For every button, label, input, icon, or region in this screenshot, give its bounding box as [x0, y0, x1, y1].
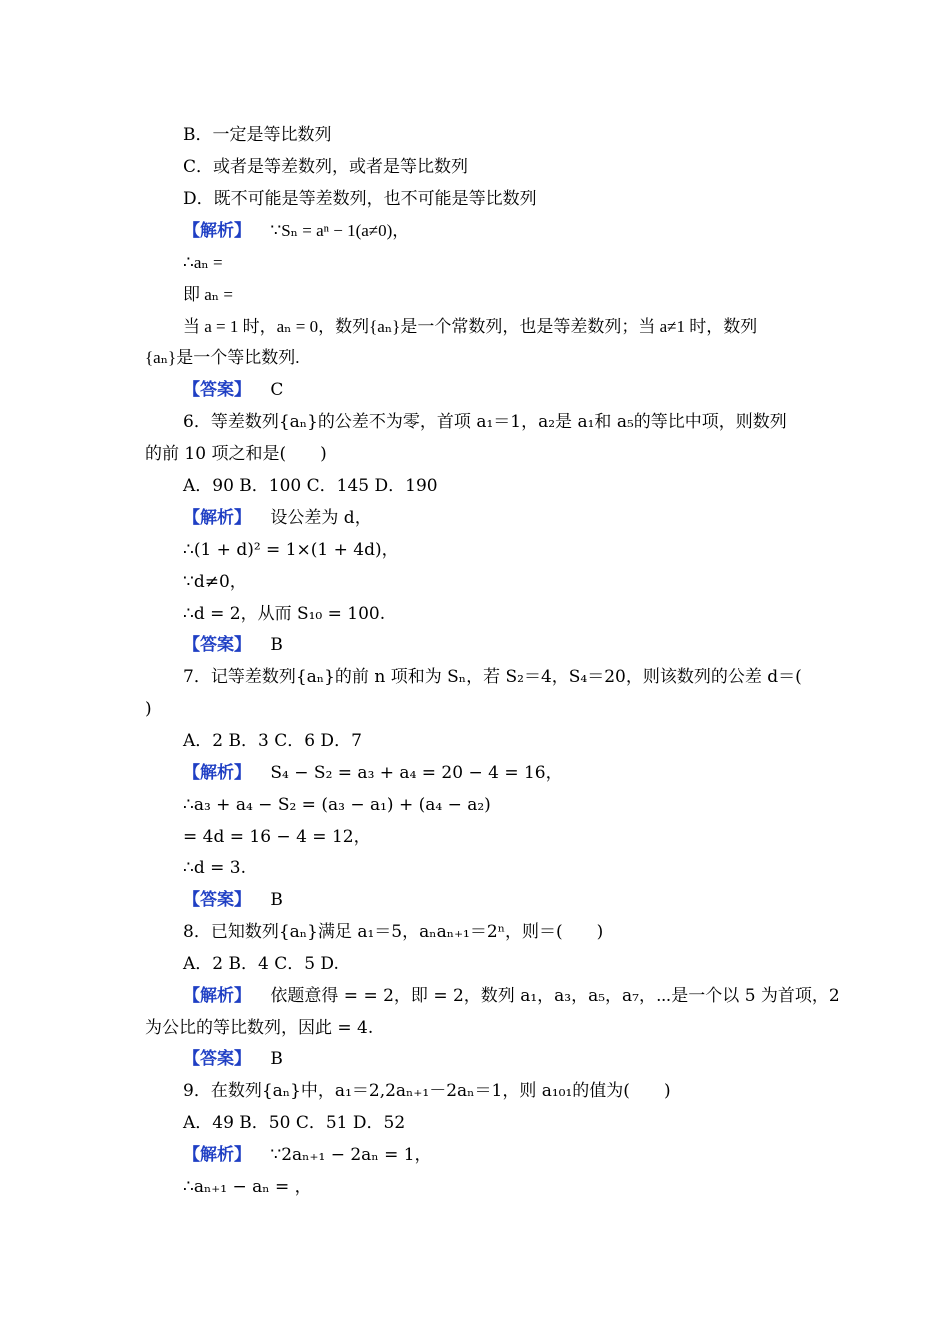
analysis-text: {aₙ}是一个等比数列. — [145, 348, 300, 367]
analysis-text: 设公差为 d， — [270, 508, 372, 528]
analysis-label: 【解析】 — [183, 1145, 251, 1165]
q9-analysis-line-2: ∴aₙ₊₁ − aₙ = ， — [183, 1177, 312, 1197]
analysis-text: 即 aₙ = — [183, 285, 233, 304]
q5-analysis-line-2 — [183, 251, 823, 275]
analysis-label: 【解析】 — [183, 763, 251, 783]
q8-answer — [183, 1047, 823, 1071]
q7-analysis-line-3: = 4d = 16 − 4 = 12， — [183, 827, 371, 847]
q6-analysis-line-3: ∵d≠0， — [183, 572, 247, 592]
q5-option-d: D．既不可能是等差数列，也不可能是等比数列 — [183, 189, 537, 209]
q7-analysis-line-4: ∴d = 3. — [183, 858, 246, 878]
q8-stem-line-1: 8．已知数列{aₙ}满足 a₁＝5，aₙaₙ₊₁＝2ⁿ，则＝( ) — [183, 922, 604, 942]
q7-analysis-line-1 — [183, 761, 823, 785]
q7-analysis-line-2: ∴a₃ + a₄ − S₂ = (a₃ − a₁) + (a₄ − a₂) — [183, 795, 491, 815]
answer-label: 【答案】 — [183, 635, 251, 655]
analysis-text: ∴aₙ = — [183, 253, 223, 272]
q5-option-c: C．或者是等差数列，或者是等比数列 — [183, 157, 469, 177]
analysis-label: 【解析】 — [183, 221, 251, 241]
q9-options: A．49 B．50 C．51 D．52 — [183, 1113, 406, 1133]
analysis-text: ∵2aₙ₊₁ − 2aₙ = 1， — [270, 1145, 432, 1165]
q6-analysis-line-1 — [183, 506, 823, 530]
analysis-label: 【解析】 — [183, 508, 251, 528]
answer-label: 【答案】 — [183, 1049, 251, 1069]
q6-analysis-line-4: ∴d = 2，从而 S₁₀ = 100. — [183, 604, 386, 624]
q9-analysis-line-1 — [183, 1143, 823, 1167]
q6-analysis-line-2: ∴(1 + d)² = 1×(1 + 4d)， — [183, 540, 399, 560]
q7-options: A．2 B．3 C．6 D．7 — [183, 731, 362, 751]
q6-stem-line-1: 6．等差数列{aₙ}的公差不为零，首项 a₁＝1，a₂是 a₁和 a₅的等比中项，则数列 — [183, 412, 787, 432]
q6-answer — [183, 633, 823, 657]
answer-value: B — [270, 1049, 283, 1069]
q5-analysis-line-4 — [183, 315, 823, 339]
q5-answer — [183, 378, 823, 402]
analysis-text: 当 a = 1 时，aₙ = 0，数列{aₙ}是一个常数列，也是等差数列；当 a≠1 时，数列 — [183, 317, 758, 336]
q5-analysis-line-3 — [183, 283, 823, 307]
analysis-text: S₄ − S₂ = a₃ + a₄ = 20 − 4 = 16， — [270, 763, 563, 783]
answer-value: B — [270, 635, 283, 655]
q8-analysis-line-1 — [183, 984, 840, 1008]
q8-options: A．2 B．4 C．5 D. — [183, 954, 339, 974]
q7-stem-line-2: ) — [145, 699, 152, 719]
q5-analysis-line-1 — [183, 219, 823, 243]
analysis-text: 依题意得 = = 2，即 = 2，数列 a₁，a₃，a₅，a₇，⋯是一个以 5 为首项，2 — [270, 986, 840, 1006]
q9-stem-line-1: 9．在数列{aₙ}中，a₁＝2,2aₙ₊₁－2aₙ＝1，则 a₁₀₁的值为( ) — [183, 1081, 671, 1101]
answer-label: 【答案】 — [183, 380, 251, 400]
q7-answer — [183, 888, 823, 912]
answer-value: B — [270, 890, 283, 910]
q6-options: A．90 B．100 C．145 D．190 — [183, 476, 438, 496]
q8-analysis-line-2: 为公比的等比数列，因此 = 4. — [145, 1018, 374, 1038]
q7-stem-line-1: 7．记等差数列{aₙ}的前 n 项和为 Sₙ，若 S₂＝4，S₄＝20，则该数列的公差 d＝( — [183, 667, 802, 687]
analysis-label: 【解析】 — [183, 986, 251, 1006]
answer-label: 【答案】 — [183, 890, 251, 910]
q6-stem-line-2: 的前 10 项之和是( ) — [145, 444, 327, 464]
q5-option-b: B．一定是等比数列 — [183, 125, 332, 145]
analysis-text: ∵Sₙ = aⁿ − 1(a≠0)， — [270, 221, 410, 240]
answer-value: C — [270, 380, 284, 400]
q5-analysis-line-5 — [145, 346, 807, 370]
